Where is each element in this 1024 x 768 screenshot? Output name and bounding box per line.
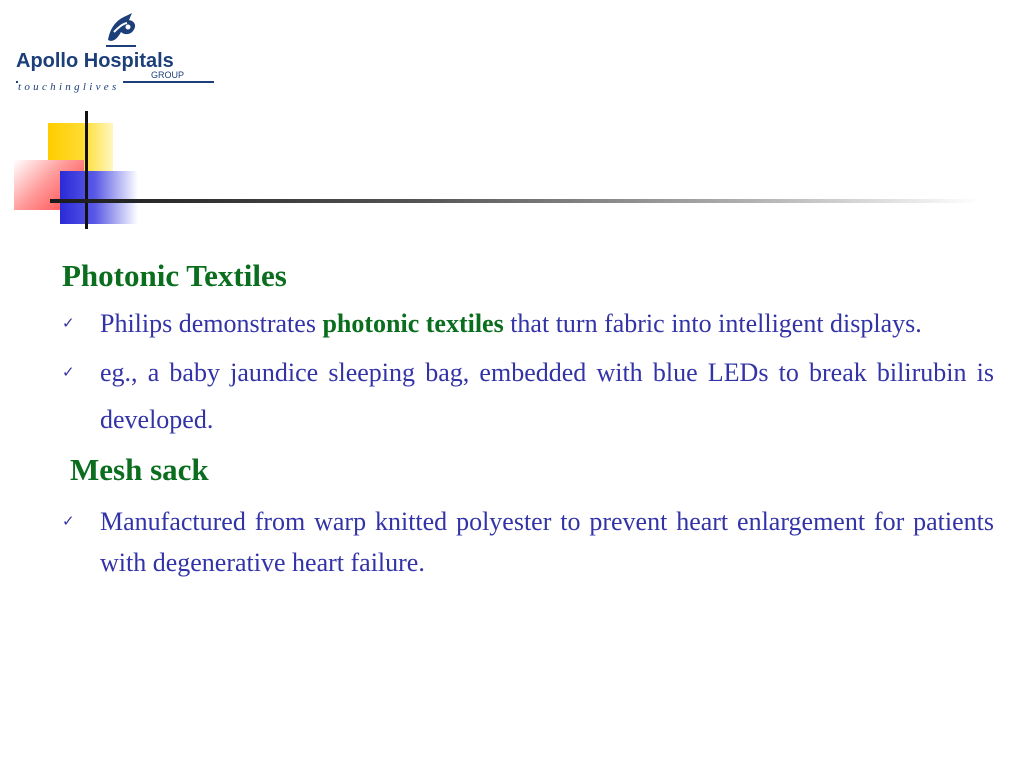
logo-name: Apollo Hospitals: [16, 50, 174, 72]
bullet-item: [62, 303, 994, 344]
decorative-header-graphic: [0, 105, 1024, 235]
apollo-hospitals-logo: [14, 8, 219, 93]
bullet-keyword: photonic textiles: [322, 309, 504, 338]
horizontal-divider: [50, 199, 980, 203]
checkmark-icon: ✓: [62, 363, 75, 381]
bullet-item: [62, 501, 994, 583]
bullet-item: [62, 349, 994, 443]
vertical-divider: [85, 111, 88, 229]
checkmark-icon: ✓: [62, 314, 75, 332]
heading-mesh-sack: Mesh sack: [70, 452, 209, 487]
blue-square: [60, 171, 138, 224]
logo-tagline: touchinglives: [18, 81, 123, 93]
slide-content: [62, 255, 994, 583]
bullet-text: Manufactured from warp knitted polyester to prevent heart enlargement for patients with degenerative heart failure.: [100, 507, 994, 577]
bullet-text: eg., a baby jaundice sleeping bag, embedded with blue LEDs to break bilirubin is developed.: [100, 358, 994, 434]
logo-group-label: GROUP: [151, 70, 185, 80]
apollo-emblem-icon: [102, 10, 140, 50]
bullet-text-before: Philips demonstrates: [100, 309, 316, 338]
heading-photonic-textiles: Photonic Textiles: [62, 258, 287, 293]
bullet-text-after: that turn fabric into intelligent displays.: [510, 309, 922, 338]
checkmark-icon: ✓: [62, 512, 75, 530]
